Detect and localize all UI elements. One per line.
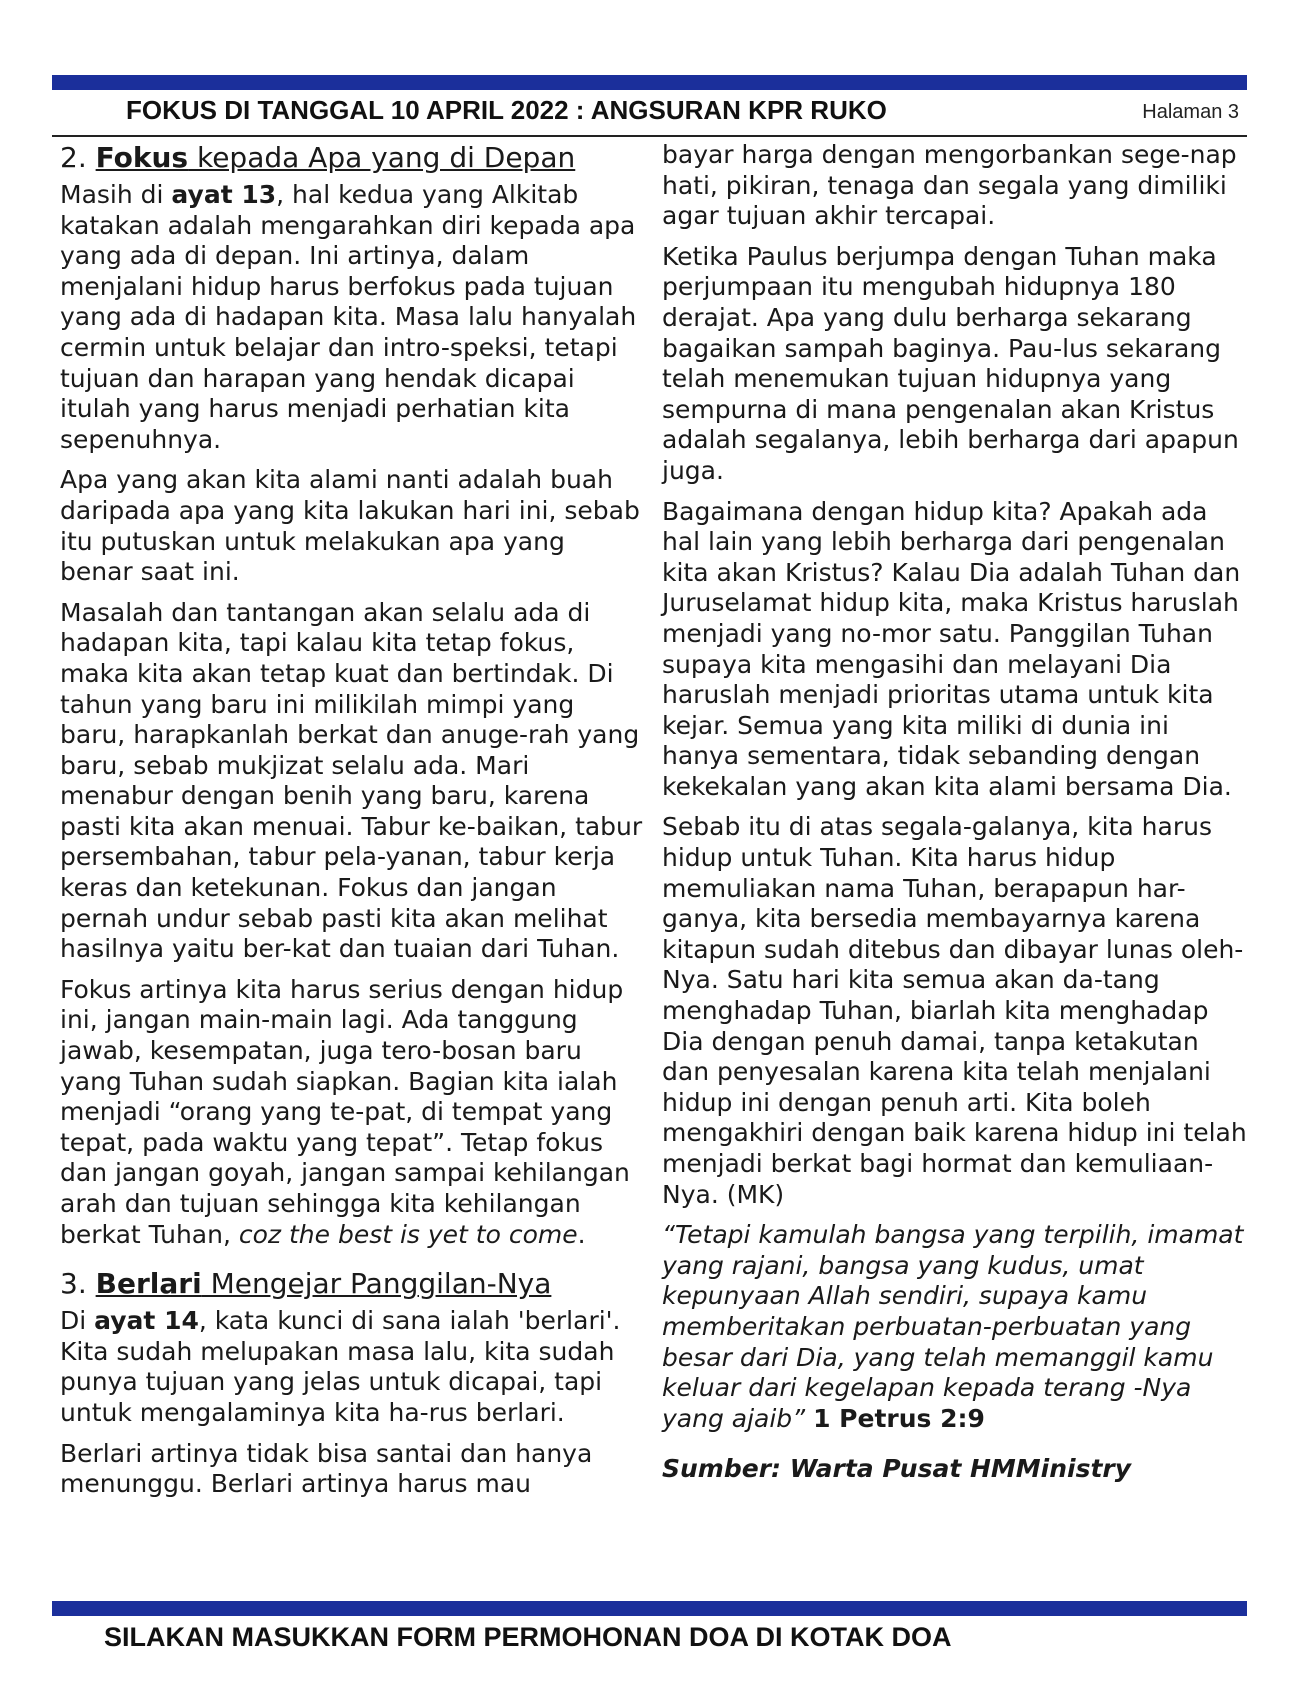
text: , kata kunci di sana ialah 'berlari'. Kita sudah melupakan masa lalu, kita sudah punya tujuan yang jelas untuk dicapai, tapi untuk mengalaminya kita ha-rus berlari. xyxy=(60,1306,621,1427)
section-2-keyword: Fokus xyxy=(95,141,189,174)
italic-phrase: coz the best is yet to come xyxy=(238,1219,578,1249)
verse-ref: ayat 14 xyxy=(94,1306,199,1336)
left-column xyxy=(60,140,645,1510)
text: , hal kedua yang Alkitab katakan adalah mengarahkan diri kepada apa yang ada di depan. Ini artinya, dalam menjalani hidup harus berfokus pada tujuan yang ada di hadapan kita. Masa lalu hanyalah cermin untuk belajar dan intro-speksi, tetapi tujuan dan harapan yang hendak dicapai itulah yang harus menjadi perhatian kita sepenuhnya. xyxy=(60,180,637,454)
footer-bar xyxy=(52,1601,1247,1616)
section-3-number: 3. xyxy=(60,1267,96,1301)
paragraph xyxy=(60,180,645,455)
quote-text: “Tetapi kamulah bangsa yang terpilih, imamat yang rajani, bangsa yang kudus, umat kepunyaan Allah sendiri, supaya kamu memberitakan perbuatan-perbuatan yang besar dari Dia, yang telah memanggil kamu keluar dari kegelapan kepada terang -Nya yang ajaib” xyxy=(662,1220,1244,1433)
paragraph: Sebab itu di atas segala-galanya, kita harus hidup untuk Tuhan. Kita harus hidup memuliakan nama Tuhan, berapapun har-ganya, kita bersedia membayarnya karena kitapun sudah ditebus dan dibayar lunas oleh-Nya. Satu hari kita semua akan da-tang menghadap Tuhan, biarlah kita menghadap Dia dengan penuh damai, tanpa ketakutan dan penyesalan karena kita telah menjalani hidup ini dengan penuh arti. Kita boleh mengakhiri dengan baik karena hidup ini telah menjadi berkat bagi hormat dan kemuliaan-Nya. (MK) xyxy=(662,812,1247,1209)
paragraph: Ketika Paulus berjumpa dengan Tuhan maka perjumpaan itu mengubah hidupnya 180 derajat. Apa yang dulu berharga sekarang bagaikan sampah baginya. Pau-lus sekarang telah menemukan tujuan hidupnya yang sempurna di mana pengenalan akan Kristus adalah segalanya, lebih berharga dari apapun juga. xyxy=(662,241,1239,485)
footer-text: SILAKAN MASUKKAN FORM PERMOHONAN DOA DI KOTAK DOA xyxy=(104,1622,952,1652)
paragraph: Masalah dan tantangan akan selalu ada di hadapan kita, tapi kalau kita tetap fokus, maka kita akan tetap kuat dan bertindak. Di tahun yang baru ini milikilah mimpi yang baru, harapkanlah berkat dan anuge-rah yang baru, sebab mukjizat selalu ada. Mari menabur dengan benih yang baru, karena pasti kita akan menuai. Tabur ke-baikan, tabur persembahan, tabur pela-yanan, tabur kerja keras dan ketekunan. Fokus dan jangan pernah undur sebab pasti kita akan melihat hasilnya yaitu ber-kat dan tuaian dari Tuhan. xyxy=(60,597,643,964)
paragraph: Apa yang akan kita alami nanti adalah buah daripada apa yang kita lakukan hari ini, sebab itu putuskan untuk melakukan apa yang benar saat ini. xyxy=(60,465,640,587)
text: Fokus artinya kita harus serius dengan hidup ini, jangan main-main lagi. Ada tanggung jawab, kesempatan, juga tero-bosan baru yang Tuhan sudah siapkan. Bagian kita ialah menjadi “orang yang te-pat, di tempat yang tepat, pada waktu yang tepat”. Tetap fokus dan jangan goyah, jangan sampai kehilangan arah dan tujuan sehingga kita kehilangan berkat Tuhan, xyxy=(60,974,630,1249)
right-column xyxy=(662,140,1252,1495)
section-2-number: 2. xyxy=(60,141,96,174)
section-3-title: Mengejar Panggilan-Nya xyxy=(201,1267,552,1301)
text: Masih di xyxy=(60,180,172,209)
paragraph: Berlari artinya tidak bisa santai dan hanya menunggu. Berlari artinya harus mau xyxy=(60,1438,593,1499)
section-3-heading xyxy=(60,1266,645,1302)
header-title: FOKUS DI TANGGAL 10 APRIL 2022 : ANGSURAN KPR RUKO xyxy=(126,95,887,125)
paragraph: Bagaimana dengan hidup kita? Apakah ada hal lain yang lebih berharga dari pengenalan kita akan Kristus? Kalau Dia adalah Tuhan dan Juruselamat hidup kita, maka Kristus haruslah menjadi yang no-mor satu. Panggilan Tuhan supaya kita mengasihi dan melayani Dia haruslah menjadi prioritas utama untuk kita kejar. Semua yang kita miliki di dunia ini hanya sementara, tidak sebanding dengan kekekalan yang akan kita alami bersama Dia. xyxy=(662,496,1241,801)
paragraph xyxy=(60,975,645,1250)
source-credit: Sumber: Warta Pusat HMMinistry xyxy=(662,1454,1132,1484)
scripture-quote xyxy=(662,1220,1252,1434)
verse-ref: ayat 13 xyxy=(171,180,277,209)
text: . xyxy=(577,1219,586,1249)
section-2-heading xyxy=(60,140,645,176)
section-3-keyword: Berlari xyxy=(95,1267,202,1301)
page-header xyxy=(52,91,1247,137)
header-top-bar xyxy=(52,75,1247,90)
text: Di xyxy=(60,1306,95,1336)
section-2-title: kepada Apa yang di Depan xyxy=(188,141,576,174)
quote-reference: 1 Petrus 2:9 xyxy=(813,1403,985,1433)
page-number: Halaman 3 xyxy=(1142,101,1239,123)
paragraph: bayar harga dengan mengorbankan sege-nap hati, pikiran, tenaga dan segala yang dimiliki agar tujuan akhir tercapai. xyxy=(662,140,1237,231)
paragraph xyxy=(60,1306,645,1428)
